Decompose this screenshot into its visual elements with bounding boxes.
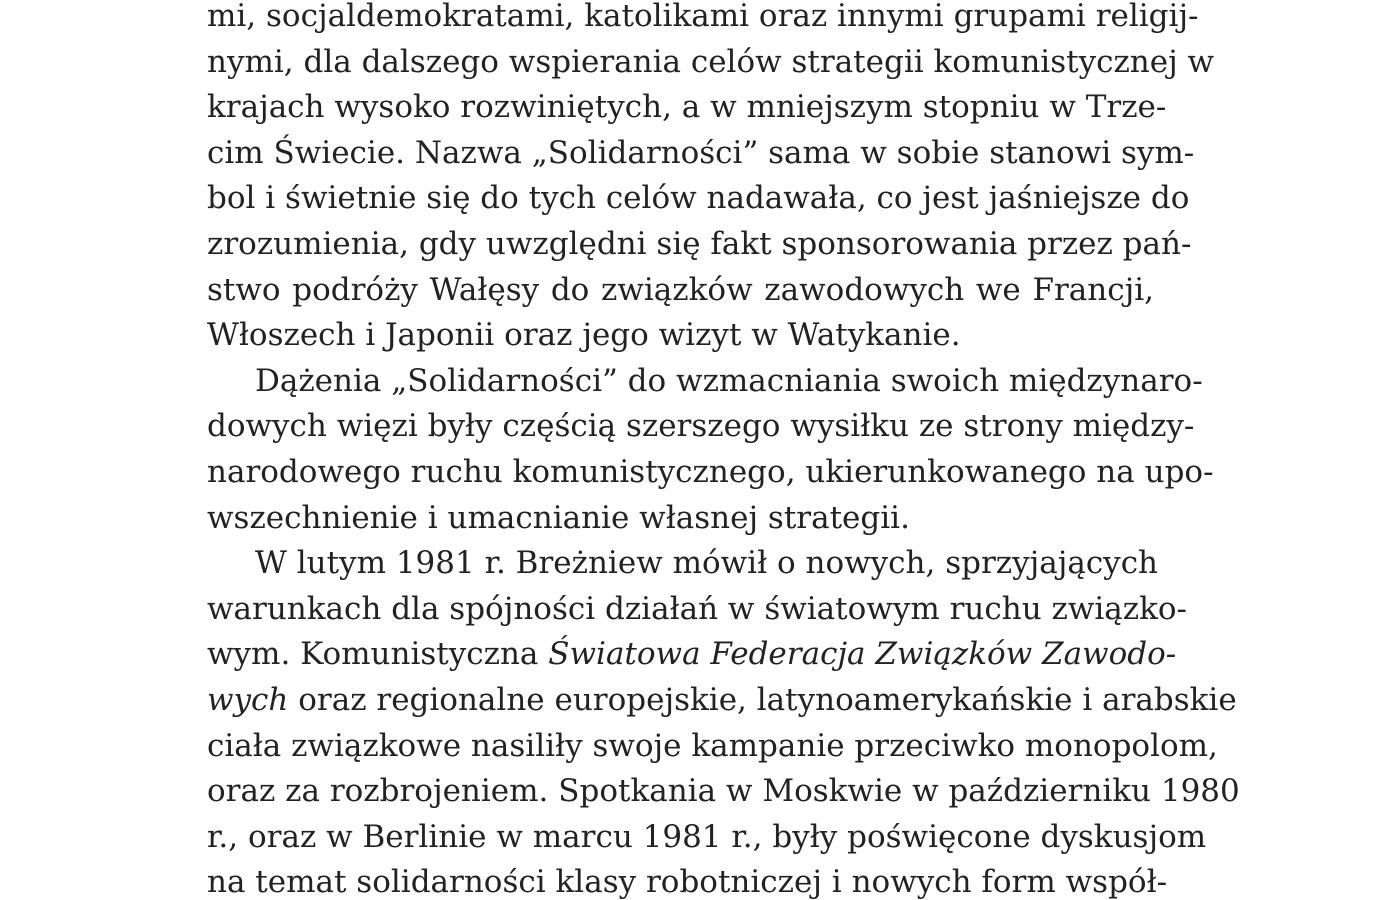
- text-line-last: wszechnienie i umacnianie własnej strategii.: [207, 499, 910, 536]
- text-line: warunkach dla spójności działań w światowym ruchu związko-: [207, 590, 1188, 627]
- text-line: cim Świecie. Nazwa „Solidarności” sama w sobie stanowi sym-: [207, 134, 1195, 171]
- text-line: krajach wysoko rozwiniętych, a w mniejszym stopniu w Trze-: [207, 89, 1167, 126]
- text-run: oraz regionalne europejskie, latynoamerykańskie i arabskie: [288, 681, 1237, 718]
- paragraph-3: [207, 541, 1240, 900]
- text-line: narodowego ruchu komunistycznego, ukierunkowanego na upo-: [207, 453, 1214, 490]
- text-line: na temat solidarności klasy robotniczej i nowych form współ-: [207, 864, 1168, 900]
- paragraph-1: [207, 0, 1215, 359]
- text-line: [207, 678, 1237, 724]
- text-line: mi, socjaldemokratami, katolikami oraz innymi grupami religij-: [207, 0, 1199, 34]
- text-line: r., oraz w Berlinie w marcu 1981 r., były poświęcone dyskusjom: [207, 818, 1207, 855]
- text-column: [207, 0, 1240, 900]
- text-line: bol i świetnie się do tych celów nadawała, co jest jaśniejsze do: [207, 180, 1190, 217]
- italic-title: wych: [207, 681, 289, 718]
- text-line-first: Dążenia „Solidarności” do wzmacniania swoich międzynaro-: [255, 362, 1203, 399]
- text-run: wym. Komunistyczna: [207, 636, 549, 673]
- italic-title: Światowa Federacja Związków Zawodo-: [548, 636, 1177, 673]
- text-line: stwo podróży Wałęsy do związków zawodowych we Francji,: [207, 271, 1154, 308]
- text-line-last: Włoszech i Japonii oraz jego wizyt w Watykanie.: [207, 317, 961, 354]
- text-line: ciała związkowe nasiliły swoje kampanie przeciwko monopolom,: [207, 727, 1218, 764]
- text-line: dowych więzi były częścią szerszego wysiłku ze strony między-: [207, 408, 1195, 445]
- text-line: zrozumienia, gdy uwzględni się fakt sponsorowania przez pań-: [207, 225, 1192, 262]
- text-line-first: W lutym 1981 r. Breżniew mówił o nowych, sprzyjających: [255, 545, 1159, 582]
- paragraph-2: [207, 359, 1214, 541]
- text-line: nymi, dla dalszego wspierania celów strategii komunistycznej w: [207, 43, 1215, 80]
- text-line: oraz za rozbrojeniem. Spotkania w Moskwie w październiku 1980: [207, 773, 1240, 810]
- text-line: [207, 632, 1177, 678]
